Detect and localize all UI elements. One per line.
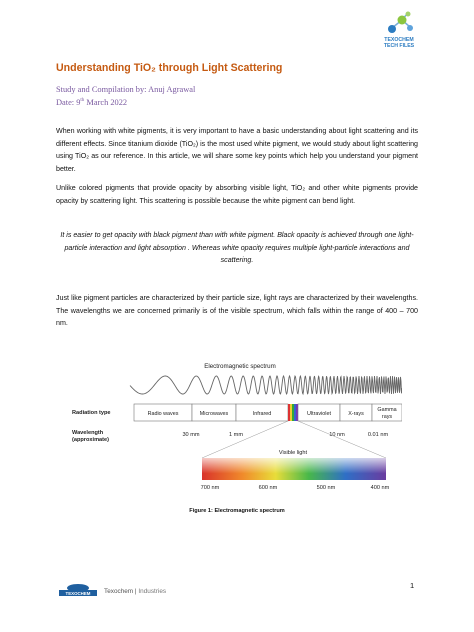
highlight-quote: It is easier to get opacity with black pigment than with white pigment. Black opacity is achieved through one light-particle interaction and light absorption . Whereas white opacity requires multiple light-particle interactions and scattering. <box>60 231 414 265</box>
electromagnetic-spectrum-figure <box>72 356 402 501</box>
tick-700nm: 700 nm <box>200 485 220 491</box>
visible-band-blue <box>294 404 296 421</box>
texochem-logo-icon <box>382 10 418 38</box>
radiation-type-label: Radiation type <box>72 410 111 416</box>
cell-label-x-rays: X-rays <box>348 411 364 417</box>
visible-light-label: Visible light <box>278 450 308 456</box>
figure-heading: Electromagnetic spectrum <box>204 363 276 370</box>
cell-label-gamma: Gamma <box>377 407 397 413</box>
paragraph-wavelengths: Just like pigment particles are characterized by their particle size, light rays are characterized by their wavelengths. The wavelengths we are concerned primarily is of the visible spectrum, which falls within the range of 400 – 700 nm. <box>56 294 418 328</box>
texochem-company-logo-icon <box>58 583 98 598</box>
wavelength-approx-label: (approximate) <box>72 437 109 443</box>
document-meta <box>56 84 195 108</box>
tick-0-01nm: 0.01 nm <box>367 432 389 438</box>
figure-caption: Figure 1: Electromagnetic spectrum <box>189 508 285 514</box>
footer-separator: | <box>134 588 137 595</box>
cell-label-infrared: Infrared <box>252 411 272 417</box>
tick-600nm: 600 nm <box>258 485 278 491</box>
cell-label-radio-waves: Radio waves <box>147 411 179 417</box>
paragraph-opacity: Unlike colored pigments that provide opacity by absorbing visible light, TiO₂ and other white pigments provide opacity by scattering light. This scattering is possible because the white pigment can bend light. <box>56 184 418 205</box>
tick-500nm: 500 nm <box>316 485 336 491</box>
zoom-line-right <box>298 421 386 458</box>
page-number: 1 <box>410 581 415 590</box>
tick-400nm: 400 nm <box>370 485 390 491</box>
wavelength-ticks <box>182 432 388 438</box>
cell-label-microwaves: Microwaves <box>199 411 229 417</box>
tick-10nm: 10 nm <box>329 432 345 438</box>
footer-logo-text: TEXOCHEM <box>65 591 91 596</box>
electromagnetic-wave <box>130 376 402 394</box>
visible-band-red <box>288 404 290 421</box>
author-line: Study and Compilation by: Anuj Agrawal <box>56 85 196 94</box>
footer-industries: Industries <box>138 588 167 595</box>
radiation-type-row <box>134 404 402 421</box>
visible-ticks <box>201 485 390 491</box>
footer-company-name: Texochem <box>104 588 134 595</box>
date-line <box>56 95 195 108</box>
visible-spectrum-highlight <box>202 458 386 480</box>
logo-line-1: TEXOCHEM <box>384 37 414 43</box>
tick-1mm: 1 mm <box>229 432 243 438</box>
visible-band-yellow <box>290 404 292 421</box>
logo-wordmark <box>383 37 415 49</box>
tick-30mm: 30 mm <box>182 432 200 438</box>
date-suffix: March 2022 <box>84 97 128 107</box>
footer-company <box>104 588 166 595</box>
cell-label-ultraviolet: Ultraviolet <box>307 411 331 417</box>
date-superscript: th <box>80 98 85 103</box>
logo-line-2: TECH FILES <box>383 43 415 49</box>
zoom-line-left <box>202 421 288 458</box>
paragraph-intro: When working with white pigments, it is very important to have a basic understanding about light scattering and its different effects. Since titanium dioxide (TiO₂) is the most used white pigment, we would study about light scattering using TiO₂ as our reference. In this article, we will share some key points which help you understand your pigment better. <box>56 127 418 173</box>
date-prefix: Date: 9 <box>56 97 81 107</box>
cell-label-rays: rays <box>381 414 393 420</box>
page-title: Understanding TiO₂ through Light Scattering <box>56 62 283 74</box>
visible-band-green <box>292 404 294 421</box>
wavelength-label: Wavelength <box>72 430 104 436</box>
